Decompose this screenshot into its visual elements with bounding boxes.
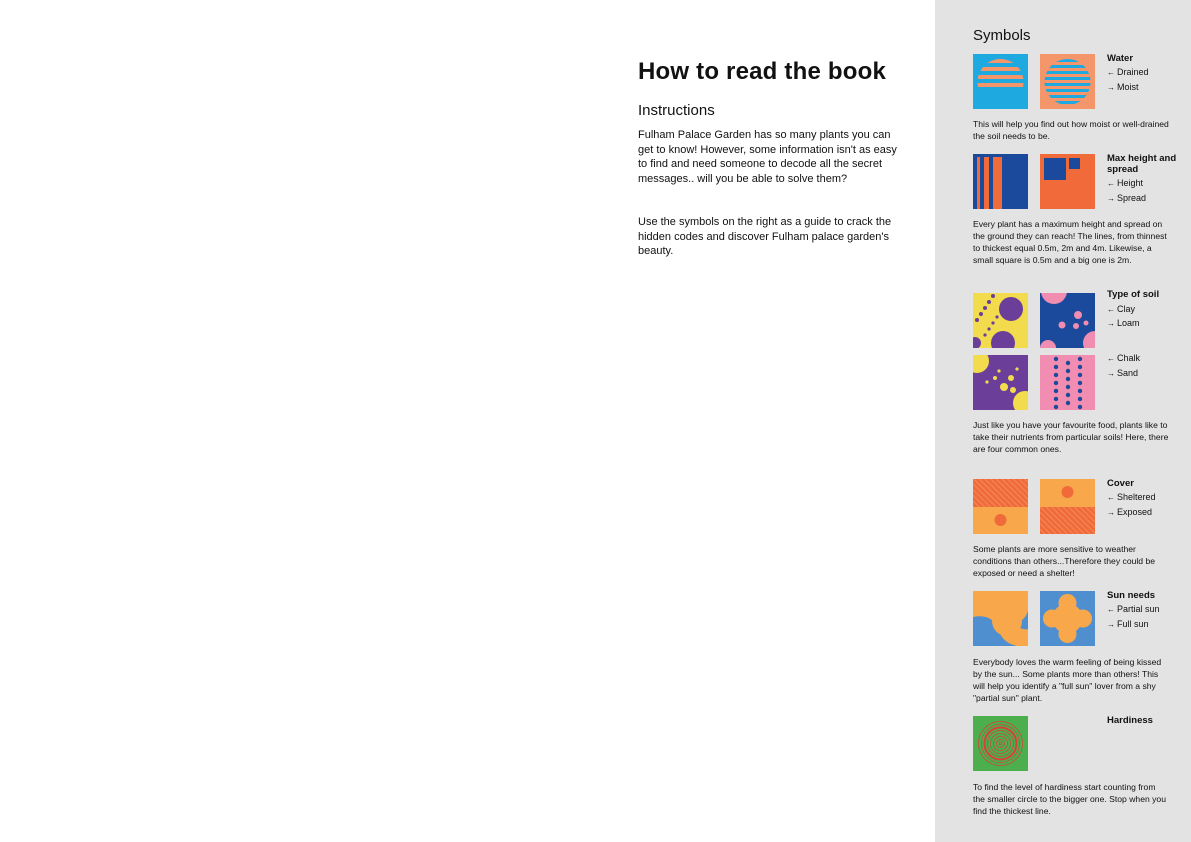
height-icon <box>973 154 1028 209</box>
arrow-left-icon: ← <box>1107 354 1115 363</box>
hardiness-description: To find the level of hardiness start counting from the smaller circle to the bigger one. Stop when you find the thickest line. <box>973 782 1166 816</box>
arrow-right-icon: → <box>1107 369 1115 378</box>
height-option-spread: → Spread <box>1107 193 1147 203</box>
arrow-left-icon: ← <box>1107 179 1115 188</box>
sun-description: Everybody loves the warm feeling of being kissed by the sun... Some plants more than others! This will help you identify a "full sun" lover from a shy "partial sun" plant. <box>973 657 1162 703</box>
cover-option-sheltered: ← Sheltered <box>1107 492 1156 502</box>
cover-exposed-icon <box>1040 479 1095 534</box>
height-heading: Max height and spread <box>1107 153 1177 175</box>
cover-sheltered-icon <box>973 479 1028 534</box>
guide-paragraph: Use the symbols on the right as a guide to crack the hidden codes and discover Fulham palace garden's beauty. <box>638 216 892 257</box>
soil-option-clay: ← Clay <box>1107 304 1136 314</box>
sun-option-full: → Full sun <box>1107 619 1149 629</box>
arrow-right-icon: → <box>1107 83 1115 92</box>
soil-option-loam: → Loam <box>1107 318 1140 328</box>
water-option-moist: → Moist <box>1107 82 1139 92</box>
symbols-heading: Symbols <box>973 27 1031 44</box>
soil-chalk-icon <box>973 355 1028 410</box>
sun-partial-icon <box>973 591 1028 646</box>
soil-clay-icon <box>973 293 1028 348</box>
hardiness-heading: Hardiness <box>1107 715 1153 726</box>
soil-loam-icon <box>1040 293 1095 348</box>
symbols-panel <box>935 0 1191 842</box>
page-title: How to read the book <box>638 58 887 85</box>
arrow-right-icon: → <box>1107 194 1115 203</box>
arrow-left-icon: ← <box>1107 68 1115 77</box>
soil-heading: Type of soil <box>1107 289 1160 300</box>
cover-option-exposed: → Exposed <box>1107 507 1153 517</box>
soil-description: Just like you have your favourite food, plants like to take their nutrients from particular soils! Here, there are four common ones. <box>973 420 1169 454</box>
water-moist-icon <box>1040 54 1095 109</box>
soil-sand-icon <box>1040 355 1095 410</box>
arrow-left-icon: ← <box>1107 605 1115 614</box>
arrow-right-icon: → <box>1107 319 1115 328</box>
water-drained-icon <box>973 54 1028 109</box>
instructions-heading: Instructions <box>638 102 715 119</box>
cover-description: Some plants are more sensitive to weather conditions than others...Therefore they could be exposed or need a shelter! <box>973 544 1156 578</box>
arrow-left-icon: ← <box>1107 493 1115 502</box>
hardiness-icon <box>973 716 1028 771</box>
water-heading: Water <box>1107 53 1134 64</box>
water-option-drained: ← Drained <box>1107 67 1149 77</box>
soil-option-chalk: ← Chalk <box>1107 353 1141 363</box>
arrow-right-icon: → <box>1107 620 1115 629</box>
sun-full-icon <box>1040 591 1095 646</box>
height-description: Every plant has a maximum height and spread on the ground they can reach! The lines, from thinnest to thickest equal 0.5m, 2m and 4m. Likewise, a small square is 0.5m and a big one is 2m. <box>973 219 1167 265</box>
intro-paragraph: Fulham Palace Garden has so many plants you can get to know! However, some information isn't as easy to find and need someone to decode all the secret messages.. will you be able to solve them? <box>638 129 897 185</box>
cover-heading: Cover <box>1107 478 1134 489</box>
water-description: This will help you find out how moist or well-drained the soil needs to be. <box>973 119 1169 141</box>
arrow-right-icon: → <box>1107 508 1115 517</box>
height-option-height: ← Height <box>1107 178 1144 188</box>
sun-option-partial: ← Partial sun <box>1107 604 1160 614</box>
soil-option-sand: → Sand <box>1107 368 1139 378</box>
spread-icon <box>1040 154 1095 209</box>
arrow-left-icon: ← <box>1107 305 1115 314</box>
sun-heading: Sun needs <box>1107 590 1156 601</box>
